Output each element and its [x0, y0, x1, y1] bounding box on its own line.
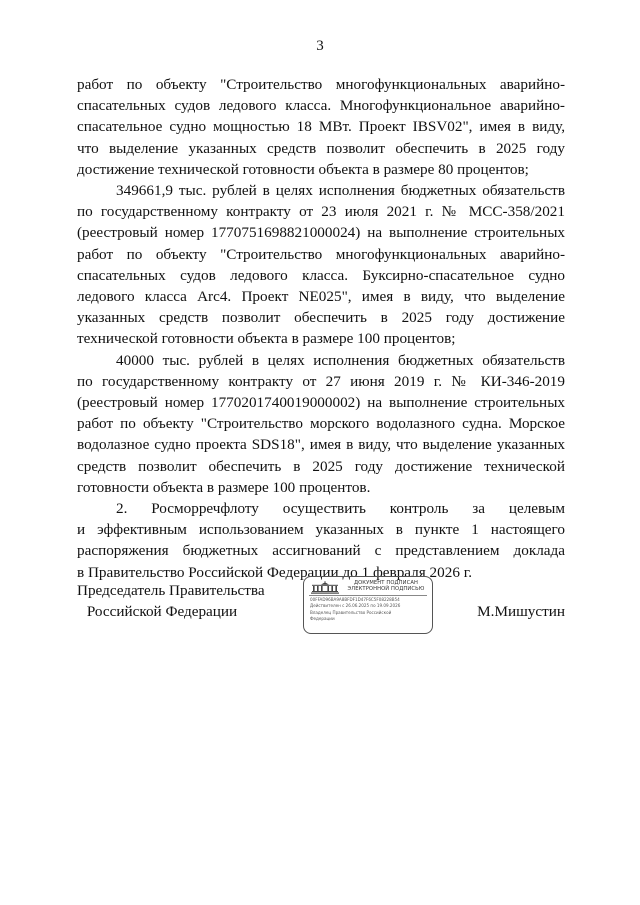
text-line: работ по объекту "Строительство морского водолазного судна. Морское: [77, 415, 565, 433]
text-line: водолазное судно проекта SDS18", имея в виду, что выделение указанных: [77, 436, 565, 454]
text-line: по государственному контракту от 23 июля 2021 г. № МСС-358/2021: [77, 203, 565, 221]
text-line: ледового класса Arc4. Проект NE025", имея в виду, что выделение: [77, 288, 565, 306]
text-line: технической готовности объекта в размере 100 процентов;: [77, 330, 456, 348]
signature-block: [77, 576, 565, 636]
electronic-signature-stamp: [303, 576, 433, 634]
paragraph-item-2: [77, 498, 565, 583]
text-line: (реестровый номер 1770751698821000024) на выполнение строительных: [77, 224, 565, 242]
stamp-owner: Федерации: [310, 616, 335, 622]
text-line: в Правительство Российской Федерации до 1 февраля 2026 г.: [77, 563, 473, 581]
text-line: достижение технической готовности объекта в размере 80 процентов;: [77, 160, 529, 178]
text-line: 349661,9 тыс. рублей в целях исполнения бюджетных обязательств: [116, 182, 565, 200]
text-line: спасательное судно мощностью 18 МВт. Проект IBSV02", имея в виду,: [77, 118, 565, 136]
text-line: указанных средств позволит обеспечить в 2025 году достижение: [77, 309, 565, 327]
text-line: 40000 тыс. рублей в целях исполнения бюджетных обязательств: [116, 351, 565, 369]
paragraph-allocation-349661: [77, 180, 565, 350]
signer-name: М.Мишустин: [477, 603, 565, 620]
stamp-certificate: 00FFAD96BA9A8BFDF1D47F6C5F08228B54: [310, 597, 400, 602]
government-building-icon: [310, 581, 340, 594]
text-line: распоряжения бюджетных ассигнований с представлением доклада: [77, 542, 565, 560]
stamp-header-line: ДОКУМЕНТ ПОДПИСАН: [353, 580, 419, 586]
text-line: 2. Росморречфлоту осуществить контроль за целевым: [116, 500, 565, 518]
signatory-title: [77, 580, 265, 622]
paragraph-allocation-40000: [77, 350, 565, 498]
signatory-title-line: Российской Федерации: [86, 603, 238, 620]
page-number: 3: [316, 38, 324, 54]
text-line: работ по объекту "Строительство многофункциональных аварийно-: [77, 245, 565, 263]
stamp-validity: Действителен с 26.06.2025 по 19.09.2026: [310, 603, 401, 609]
text-line: что выделение указанных средств позволит обеспечить в 2025 году: [77, 139, 565, 157]
document-body: [77, 74, 565, 583]
stamp-header: [342, 580, 430, 592]
text-line: работ по объекту "Строительство многофункциональных аварийно-: [77, 76, 565, 93]
text-line: спасательных судов ледового класса. Буксирно-спасательное судно: [77, 266, 565, 284]
text-line: средств позволит обеспечить в 2025 году достижение технической: [77, 457, 565, 475]
text-line: по государственному контракту от 27 июня 2019 г. № КИ-346-2019: [77, 372, 565, 390]
stamp-details: [310, 597, 428, 623]
signatory-title-line: Председатель Правительства: [77, 582, 265, 599]
text-line: и эффективным использованием указанных в пункте 1 настоящего: [77, 521, 565, 539]
stamp-divider: [309, 595, 427, 596]
text-line: (реестровый номер 1770201740019000002) на выполнение строительных: [77, 394, 565, 412]
paragraph-continuation: [77, 74, 565, 180]
text-line: спасательных судов ледового класса. Многофункциональное аварийно-: [77, 97, 565, 115]
stamp-owner: Владелец Правительство Российской: [310, 609, 392, 615]
text-line: готовности объекта в размере 100 процентов.: [77, 478, 371, 496]
stamp-header-line: ЭЛЕКТРОННОЙ ПОДПИСЬЮ: [347, 586, 425, 593]
